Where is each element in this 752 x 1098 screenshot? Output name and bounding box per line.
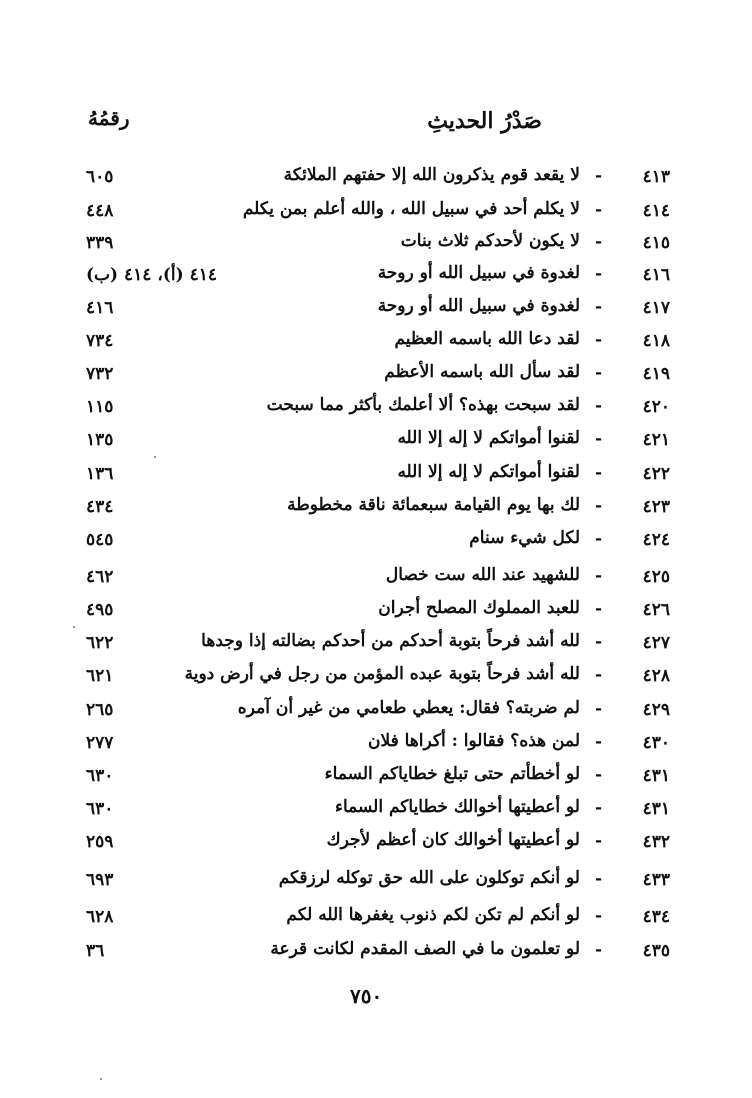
entry-number: ٤٢٩ <box>642 700 670 720</box>
hadith-entry-row <box>80 163 670 195</box>
entry-dash: - <box>594 264 602 284</box>
entry-number: ٤١٤ <box>642 201 670 221</box>
hadith-opening-text: لا يكلم أحد في سبيل الله ، والله أعلم بمن يكلم <box>242 199 580 219</box>
hadith-reference-number: ٤١٦ <box>86 298 114 318</box>
hadith-entry-row <box>80 729 670 761</box>
hadith-reference-number: ٢٦٥ <box>86 700 114 720</box>
hadith-reference-number: ٦٢٨ <box>86 907 114 927</box>
entry-number: ٤١٥ <box>642 233 670 253</box>
hadith-entry-row <box>80 294 670 326</box>
entry-number: ٤٣٠ <box>642 733 670 753</box>
entry-number: ٤٣١ <box>642 766 670 786</box>
entry-number: ٤١٩ <box>642 364 670 384</box>
entry-number: ٤١٨ <box>642 331 670 351</box>
hadith-reference-number: ٣٦ <box>86 941 105 961</box>
entry-dash: - <box>594 732 602 752</box>
entry-dash: - <box>594 200 602 220</box>
hadith-reference-number: ١٣٥ <box>86 430 114 450</box>
entry-dash: - <box>594 665 602 685</box>
hadith-entry-row <box>80 229 670 261</box>
entry-number: ٤٣٤ <box>642 907 670 927</box>
entry-number: ٤٢٥ <box>642 567 670 587</box>
entry-dash: - <box>594 297 602 317</box>
hadith-entry-row <box>80 526 670 558</box>
hadith-entry-row <box>80 762 670 794</box>
entry-number: ٤٢٦ <box>642 600 670 620</box>
hadith-reference-number: ١١٥ <box>86 397 114 417</box>
hadith-opening-text: للعبد المملوك المصلح أجران <box>378 598 580 618</box>
hadith-reference-number: ٢٧٧ <box>86 733 114 753</box>
hadith-opening-text: لله أشد فرحاً بتوبة أحدكم من أحدكم بضالته إذا وجدها <box>201 631 580 651</box>
entry-dash: - <box>594 599 602 619</box>
hadith-reference-number: ٧٣٤ <box>86 331 114 351</box>
hadith-reference-number: ٢٥٩ <box>86 832 114 852</box>
entry-dash: - <box>594 396 602 416</box>
entry-dash: - <box>594 940 602 960</box>
entry-number: ٤٢٨ <box>642 666 670 686</box>
entry-dash: - <box>594 529 602 549</box>
hadith-entry-row <box>80 493 670 525</box>
entry-dash: - <box>594 869 602 889</box>
hadith-opening-text: لمن هذه؟ فقالوا : أكراها فلان <box>367 731 580 751</box>
hadith-opening-text: لو أعطيتها أخوالك كان أعظم لأجرك <box>326 830 580 850</box>
hadith-entry-row <box>80 828 670 860</box>
hadith-opening-text: للشهيد عند الله ست خصال <box>385 565 580 585</box>
hadith-opening-text: لو تعلمون ما في الصف المقدم لكانت قرعة <box>270 939 580 959</box>
hadith-reference-number: ٦٢٢ <box>86 633 114 653</box>
entry-number: ٤١٣ <box>642 167 670 187</box>
hadith-entry-row <box>80 662 670 694</box>
entry-dash: - <box>594 906 602 926</box>
hadith-entry-row <box>80 327 670 359</box>
hadith-opening-text: لقنوا أمواتكم لا إله إلا الله <box>397 462 580 482</box>
hadith-opening-text: لا يقعد قوم يذكرون الله إلا حفتهم الملائكة <box>283 165 580 185</box>
entry-dash: - <box>594 798 602 818</box>
hadith-reference-number: ٤٤٨ <box>86 201 114 221</box>
hadith-opening-text: لقد سأل الله باسمه الأعظم <box>384 362 580 382</box>
scan-speck <box>73 626 75 628</box>
scan-speck <box>100 1078 102 1080</box>
hadith-entry-row <box>80 393 670 425</box>
entry-dash: - <box>594 566 602 586</box>
hadith-reference-number: ٣٣٩ <box>86 233 114 253</box>
entry-dash: - <box>594 463 602 483</box>
hadith-reference-number: ٦٣٠ <box>86 799 114 819</box>
hadith-entry-row <box>80 696 670 728</box>
hadith-reference-number: ١٣٦ <box>86 464 114 484</box>
hadith-entry-row <box>80 197 670 229</box>
hadith-reference-number: ٦٩٣ <box>86 870 114 890</box>
entry-number: ٤٢٢ <box>642 464 670 484</box>
hadith-opening-text: لو أخطأتم حتى تبلغ خطاياكم السماء <box>324 764 580 784</box>
entry-number: ٤٣١ <box>642 799 670 819</box>
page-number: ٧٥٠ <box>350 984 383 1008</box>
entry-dash: - <box>594 363 602 383</box>
hadith-reference-number: ٤٦٢ <box>86 567 114 587</box>
entry-dash: - <box>594 632 602 652</box>
hadith-opening-text: لو أعطيتها أخوالك خطاياكم السماء <box>335 797 580 817</box>
hadith-opening-text: لو أنكم لم تكن لكم ذنوب يغفرها الله لكم <box>286 905 580 925</box>
hadith-opening-text: لقنوا أمواتكم لا إله إلا الله <box>397 428 580 448</box>
hadith-opening-text: لم ضربته؟ فقال: يعطي طعامي من غير أن آمره <box>237 698 580 718</box>
column-heading-hadith-start: صَدْرُ الحديثِ <box>427 108 542 134</box>
entry-number: ٤٢٣ <box>642 497 670 517</box>
entry-dash: - <box>594 166 602 186</box>
entry-dash: - <box>594 765 602 785</box>
entry-number: ٤٣٥ <box>642 941 670 961</box>
hadith-opening-text: لغدوة في سبيل الله أو روحة <box>377 263 580 283</box>
hadith-reference-number: ٤١٤ (أ)، ٤١٤ (ب) <box>86 265 217 285</box>
entry-dash: - <box>594 232 602 252</box>
hadith-opening-text: لله أشد فرحاً بتوبة عبده المؤمن من رجل في أرض دوية <box>184 664 580 684</box>
scan-speck <box>154 456 156 458</box>
hadith-reference-number: ٤٩٥ <box>86 600 114 620</box>
entry-number: ٤٢٤ <box>642 530 670 550</box>
hadith-reference-number: ٧٣٢ <box>86 364 114 384</box>
hadith-reference-number: ٦٣٠ <box>86 766 114 786</box>
hadith-entry-row <box>80 426 670 458</box>
entry-number: ٤١٦ <box>642 265 670 285</box>
hadith-entry-row <box>80 460 670 492</box>
hadith-opening-text: لغدوة في سبيل الله أو روحة <box>377 296 580 316</box>
column-heading-number: رقمُهُ <box>88 106 130 130</box>
hadith-opening-text: لا يكون لأحدكم ثلاث بنات <box>400 231 580 251</box>
entry-number: ٤٢٧ <box>642 633 670 653</box>
hadith-opening-text: لكل شيء سنام <box>469 528 580 548</box>
hadith-reference-number: ٦٠٥ <box>86 167 114 187</box>
entry-dash: - <box>594 699 602 719</box>
entry-dash: - <box>594 831 602 851</box>
hadith-reference-number: ٦٢١ <box>86 666 114 686</box>
hadith-entry-row <box>80 903 670 935</box>
hadith-entry-row <box>80 866 670 898</box>
hadith-entry-row <box>80 563 670 595</box>
hadith-entry-row <box>80 629 670 661</box>
hadith-reference-number: ٤٣٤ <box>86 497 114 517</box>
hadith-entry-row <box>80 360 670 392</box>
entry-number: ٤١٧ <box>642 298 670 318</box>
hadith-opening-text: لو أنكم توكلون على الله حق توكله لرزقكم <box>278 868 580 888</box>
hadith-opening-text: لقد سبحت بهذه؟ ألا أعلمك بأكثر مما سبحت <box>266 395 580 415</box>
hadith-entry-row <box>80 937 670 969</box>
hadith-opening-text: لك بها يوم القيامة سبعمائة ناقة مخطوطة <box>287 495 580 515</box>
entry-dash: - <box>594 330 602 350</box>
hadith-reference-number: ٥٤٥ <box>86 530 114 550</box>
hadith-entry-row <box>80 596 670 628</box>
entry-number: ٤٢١ <box>642 430 670 450</box>
entry-dash: - <box>594 429 602 449</box>
entry-number: ٤٣٣ <box>642 870 670 890</box>
entry-number: ٤٢٠ <box>642 397 670 417</box>
entry-number: ٤٣٢ <box>642 832 670 852</box>
hadith-opening-text: لقد دعا الله باسمه العظيم <box>394 329 580 349</box>
hadith-entry-row <box>80 795 670 827</box>
hadith-entry-row <box>80 261 670 293</box>
entry-dash: - <box>594 496 602 516</box>
